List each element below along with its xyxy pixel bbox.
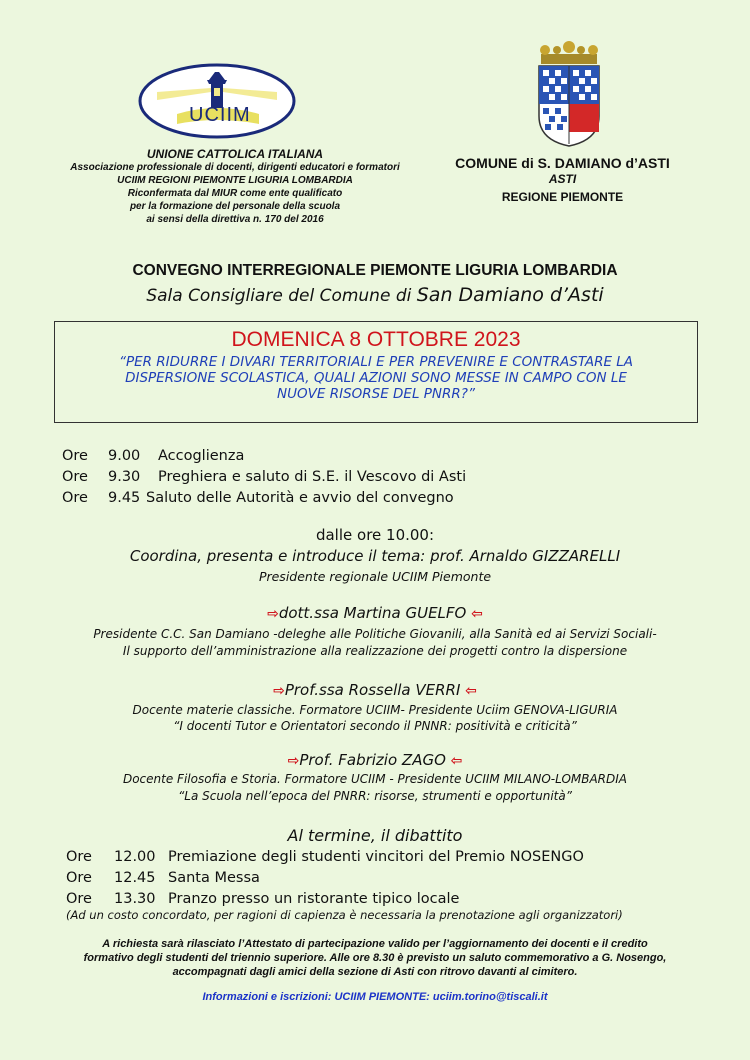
program-row	[66, 849, 706, 870]
org-description: Associazione professionale di docenti, dirigenti educatori e formatori	[70, 162, 400, 173]
logo-text: UCIIM	[189, 104, 251, 126]
morning-program	[62, 448, 702, 511]
municipality-name: COMUNE di S. DAMIANO d’ASTI	[455, 155, 670, 171]
booking-note: (Ad un costo concordato, per ragioni di capienza è necessaria la prenotazione agli organizzatori)	[66, 908, 623, 922]
afternoon-program	[66, 849, 706, 912]
row-text: Premiazione degli studenti vincitori del Premio NOSENGO	[168, 849, 584, 865]
program-row	[66, 870, 706, 891]
conference-venue	[0, 284, 750, 306]
organization-block	[40, 148, 430, 226]
row-text: Preghiera e saluto di S.E. il Vescovo di Asti	[158, 469, 467, 485]
row-time: 12.45	[114, 870, 156, 886]
event-question-line-2: DISPERSIONE SCOLASTICA, QUALI AZIONI SONO MESSE IN CAMPO CON LE	[125, 370, 627, 386]
speaker-3-name: Prof. Fabrizio ZAGO	[299, 751, 446, 769]
event-question-line-3: NUOVE RISORSE DEL PNRR?”	[277, 386, 475, 402]
municipality-block	[430, 155, 695, 204]
speaker-name	[0, 751, 750, 769]
row-text: Saluto delle Autorità e avvio del convegno	[146, 490, 454, 506]
row-label: Ore	[62, 448, 88, 464]
footer-line-1: A richiesta sarà rilasciato l’Attestato di partecipazione valido per l’aggiornamento dei docenti e il credito	[102, 938, 648, 950]
program-row	[62, 490, 702, 511]
venue-place: San Damiano d’Asti	[416, 284, 604, 306]
speaker-topic: “I docenti Tutor e Orientatori secondo il PNNR: positività e criticità”	[173, 719, 577, 733]
municipal-crest	[533, 40, 605, 148]
org-name: UNIONE CATTOLICA ITALIANA	[146, 147, 324, 161]
program-row	[62, 448, 702, 469]
speaker-2-name: Prof.ssa Rossella VERRI	[284, 681, 461, 699]
speaker-name	[0, 681, 750, 699]
speaker-topic: Il supporto dell’amministrazione alla realizzazione dei progetti contro la dispersione	[122, 644, 628, 658]
row-time: 9.45	[108, 490, 141, 506]
coordinator-line	[0, 547, 750, 565]
arrow-right-icon: ⇨	[273, 683, 285, 699]
org-regions: UCIIM REGIONI PIEMONTE LIGURIA LOMBARDIA	[117, 175, 353, 186]
conference-title: CONVEGNO INTERREGIONALE PIEMONTE LIGURIA LOMBARDIA	[132, 262, 618, 279]
start-time: dalle ore 10.00:	[315, 526, 435, 544]
speaker-topic: “La Scuola nell’epoca del PNRR: risorse, strumenti e opportunità”	[178, 789, 572, 803]
row-text: Accoglienza	[158, 448, 245, 464]
coordinator-name: prof. Arnaldo GIZZARELLI	[430, 547, 621, 565]
arrow-right-icon: ⇨	[267, 606, 279, 622]
row-text: Pranzo presso un ristorante tipico locale	[168, 891, 460, 907]
venue-prefix: Sala Consigliare del Comune di	[146, 286, 417, 306]
speaker-role: Docente materie classiche. Formatore UCIIM- Presidente Uciim GENOVA-LIGURIA	[132, 703, 618, 717]
coordinator-intro: Coordina, presenta e introduce il tema:	[129, 547, 431, 565]
arrow-left-icon: ⇦	[471, 606, 483, 622]
org-recognition: Riconfermata dal MIUR come ente qualificato	[127, 188, 343, 199]
speaker-role: Docente Filosofia e Storia. Formatore UCIIM - Presidente UCIIM MILANO-LOMBARDIA	[122, 772, 628, 786]
speaker-role: Presidente C.C. San Damiano -deleghe alle Politiche Giovanili, alla Sanità ed ai Servizi Sociali-	[93, 627, 657, 641]
row-time: 9.00	[108, 448, 141, 464]
contact-info[interactable]: Informazioni e iscrizioni: UCIIM PIEMONTE: uciim.torino@tiscali.it	[202, 991, 548, 1003]
event-question-line-1: “PER RIDURRE I DIVARI TERRITORIALI E PER PREVENIRE E CONTRASTARE LA	[118, 354, 634, 370]
row-label: Ore	[66, 849, 92, 865]
row-label: Ore	[62, 490, 88, 506]
footer-line-3: accompagnati dagli amici della sezione di Asti con ritrovo davanti al cimitero.	[172, 966, 578, 978]
row-time: 13.30	[114, 891, 156, 907]
event-date: DOMENICA 8 OTTOBRE 2023	[231, 328, 521, 351]
speaker-name	[0, 604, 750, 622]
row-label: Ore	[62, 469, 88, 485]
row-text: Santa Messa	[168, 870, 260, 886]
footer-notes	[0, 937, 750, 979]
municipality-province: ASTI	[548, 172, 577, 186]
closing-heading: Al termine, il dibattito	[287, 826, 463, 845]
speaker-1-name: dott.ssa Martina GUELFO	[278, 604, 467, 622]
uciim-logo	[137, 62, 297, 140]
arrow-right-icon: ⇨	[287, 753, 300, 769]
row-label: Ore	[66, 891, 92, 907]
program-row	[62, 469, 702, 490]
coordinator-role: Presidente regionale UCIIM Piemonte	[258, 569, 492, 584]
row-time: 9.30	[108, 469, 141, 485]
arrow-left-icon: ⇦	[465, 683, 477, 699]
org-recognition-2: per la formazione del personale della scuola	[129, 201, 341, 212]
row-label: Ore	[66, 870, 92, 886]
date-box	[54, 321, 698, 423]
municipality-region: REGIONE PIEMONTE	[501, 190, 624, 204]
row-time: 12.00	[114, 849, 156, 865]
arrow-left-icon: ⇦	[450, 753, 463, 769]
org-recognition-3: ai sensi della direttiva n. 170 del 2016	[146, 214, 324, 225]
footer-line-2: formativo degli studenti del triennio superiore. Alle ore 8.30 è previsto un saluto commemorativo a G. Nosengo,	[83, 952, 667, 964]
